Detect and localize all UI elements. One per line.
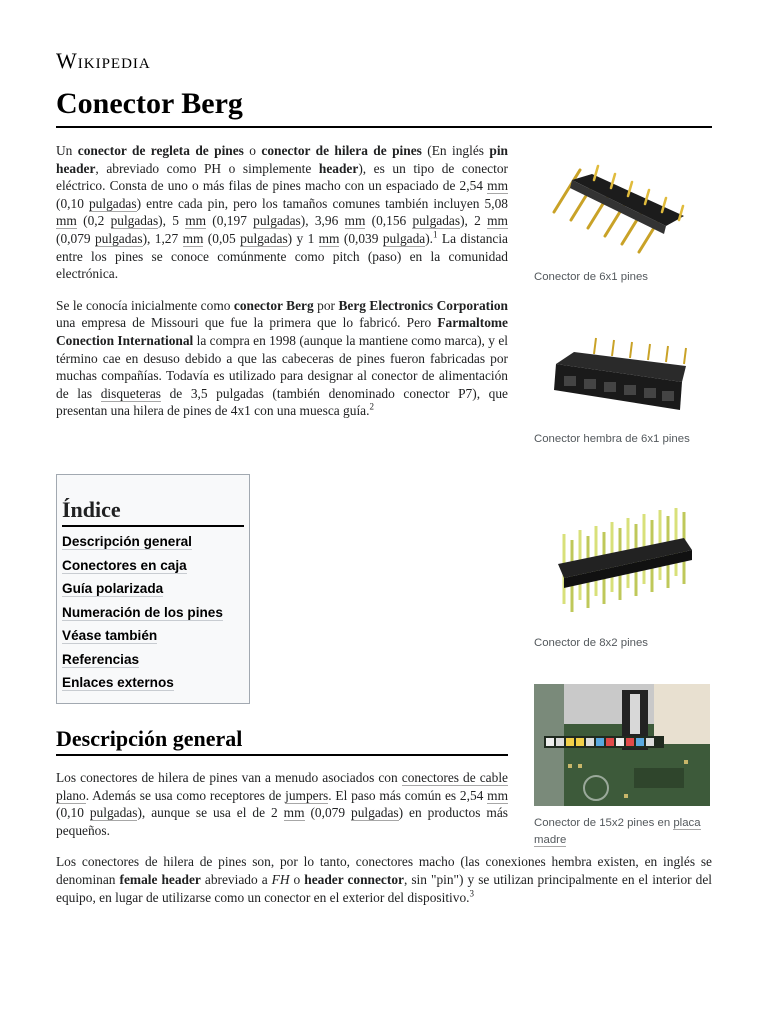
text-run: , abreviado como PH o simplemente: [95, 160, 319, 176]
wikipedia-wordmark[interactable]: Wikipedia: [56, 48, 151, 73]
inline-link[interactable]: pulgadas: [110, 213, 159, 229]
toc-link-vease-tambien[interactable]: Véase también: [62, 628, 158, 643]
motherboard-header-image[interactable]: [534, 684, 710, 806]
text-run: ) y 1: [287, 230, 319, 246]
toc-link-numeracion-pines[interactable]: Numeración de los pines: [62, 604, 223, 620]
text-run: de 3,5 pulgadas (también denominado conector P7), que presentan una hilera de pines de 4x1 con una muesca guía.: [56, 385, 508, 419]
inline-link[interactable]: pulgada: [382, 230, 426, 246]
text-run: (0,10: [56, 195, 89, 211]
text-run: ), aunque se usa el de 2: [137, 805, 284, 821]
text-run: Se le conocía inicialmente como: [56, 297, 234, 313]
text-run: (0,10: [56, 805, 90, 821]
bold-term: conector Berg: [233, 297, 314, 313]
inline-link[interactable]: jumpers: [285, 787, 329, 803]
text-run: Los conectores de hilera de pines van a menudo asociados con: [56, 770, 402, 785]
toc-link-descripcion-general[interactable]: Descripción general: [62, 534, 192, 549]
toc-item[interactable]: [62, 674, 244, 693]
figure-6x1-female-header: [534, 318, 710, 448]
section-paragraph-2: [56, 853, 712, 906]
inline-link[interactable]: mm: [182, 230, 204, 246]
bold-term: conector de regleta de pines: [77, 143, 244, 158]
text-run: ) entre cada pin, pero los tamaños comunes también incluyen 5,08: [136, 195, 508, 211]
bold-term: conector de hilera de pines: [261, 143, 422, 158]
inline-link[interactable]: pulgadas: [253, 213, 301, 229]
inline-link[interactable]: mm: [487, 213, 508, 229]
inline-link[interactable]: pulgadas: [88, 195, 137, 211]
toc-item[interactable]: [62, 627, 244, 646]
text-run: (0,2: [76, 213, 111, 229]
text-run: o: [243, 143, 262, 158]
caption-text: Conector de 15x2 pines en: [534, 817, 674, 829]
text-run: (0,156: [365, 213, 413, 229]
inline-link[interactable]: mm: [487, 787, 508, 803]
figure-caption: Conector de 8x2 pines: [534, 637, 648, 649]
inline-link[interactable]: mm: [185, 213, 207, 229]
toc-link-conectores-en-caja[interactable]: Conectores en caja: [62, 557, 187, 573]
inline-link[interactable]: pulgadas: [89, 805, 138, 821]
pin-header-6x1-image[interactable]: [534, 150, 710, 260]
inline-link[interactable]: pulgadas: [240, 230, 288, 246]
reference-marker[interactable]: 2: [369, 401, 374, 412]
inline-link[interactable]: mm: [487, 178, 508, 194]
text-run: la compra en 1998 (aunque la mantiene como marca), y el término cae en desuso debido a que las cabeceras de pines fueron fabricadas por muchas compañías. Todavía es utilizado para designar al conector de alimentación de las: [56, 332, 508, 401]
placa-madre-link[interactable]: placa madre: [534, 817, 701, 846]
reference-marker[interactable]: 3: [469, 888, 474, 899]
bold-term: female header: [119, 871, 201, 887]
toc-link-referencias[interactable]: Referencias: [62, 651, 140, 667]
toc-link-guia-polarizada[interactable]: Guía polarizada: [62, 581, 164, 596]
text-run: . El paso más común es 2,54: [328, 787, 488, 803]
bold-term: header connector: [304, 871, 404, 887]
text-run: ).: [425, 230, 434, 246]
bold-term: Farmaltome Conection International: [56, 315, 508, 348]
inline-link[interactable]: mm: [318, 230, 340, 246]
text-run: ), 2: [460, 213, 488, 229]
text-run: ), 5: [158, 213, 186, 229]
section-paragraph-1: [56, 769, 508, 839]
text-run: . Además se usa como receptores de: [85, 787, 286, 803]
text-run: (0,039: [339, 230, 383, 246]
inline-link[interactable]: mm: [283, 805, 305, 821]
page-title: Conector Berg: [56, 86, 712, 128]
text-run: abreviado a: [200, 871, 272, 887]
figure-15x2-motherboard: [534, 684, 710, 849]
inline-link[interactable]: mm: [56, 213, 77, 229]
intro-paragraph-2: [56, 297, 508, 420]
text-run: La distancia entre los pines se conoce comúnmente como pitch (paso) en la comunidad electrónica.: [56, 230, 508, 282]
text-run: (0,197: [206, 213, 254, 229]
toc-title: Índice: [62, 497, 244, 527]
text-run: por: [313, 297, 339, 313]
italic-term: FH: [271, 871, 290, 887]
toc-item[interactable]: [62, 533, 244, 552]
toc-item[interactable]: [62, 580, 244, 599]
inline-link[interactable]: mm: [344, 213, 366, 229]
text-run: ), 1,27: [142, 230, 183, 246]
text-run: Los conectores de hilera de pines son, por lo tanto, conectores macho (las conexiones hembra existen, en inglés se denominan: [56, 854, 712, 887]
figure-caption: [534, 815, 710, 849]
inline-link[interactable]: pulgadas: [412, 213, 461, 229]
inline-link[interactable]: pulgadas: [94, 230, 143, 246]
figure-caption: Conector de 6x1 pines: [534, 271, 648, 283]
section-heading-descripcion-general: Descripción general: [56, 726, 508, 756]
text-run: ), es un tipo de conector eléctrico. Consta de uno o más filas de pines macho con un espaciado de 2,54: [56, 160, 509, 194]
reference-marker[interactable]: 1: [433, 229, 438, 240]
text-run: , sin "pin") y se utilizan principalmente en el interior del equipo, en lugar de utilizarse como un conector en el exterior del dispositivo.: [56, 871, 712, 905]
figure-8x2-header: [534, 504, 710, 652]
text-run: Un: [56, 143, 78, 158]
intro-paragraph-1: [56, 142, 508, 283]
text-run: (0,079: [56, 230, 95, 246]
toc-list: [62, 533, 244, 693]
toc-item[interactable]: [62, 651, 244, 670]
article-intro: [56, 142, 508, 434]
toc-link-enlaces-externos[interactable]: Enlaces externos: [62, 675, 174, 690]
text-run: (En inglés: [421, 143, 490, 158]
toc-item[interactable]: [62, 604, 244, 623]
text-run: una empresa de Missouri que fue la primera que lo fabricó. Pero: [56, 315, 438, 331]
figure-caption: Conector hembra de 6x1 pines: [534, 433, 690, 445]
text-run: (0,079: [304, 805, 352, 821]
bold-term: header: [318, 160, 359, 176]
text-run: (0,05: [203, 230, 241, 246]
table-of-contents: [56, 474, 250, 704]
text-run: ) en productos más pequeños.: [56, 805, 508, 838]
pin-header-8x2-image[interactable]: [534, 504, 710, 626]
inline-link[interactable]: disqueteras: [100, 385, 161, 401]
text-run: o: [289, 871, 305, 887]
figure-6x1-header: [534, 150, 710, 286]
inline-link[interactable]: conectores de cable plano: [56, 770, 508, 803]
toc-item[interactable]: [62, 557, 244, 576]
bold-term: Berg Electronics Corporation: [338, 297, 508, 313]
inline-link[interactable]: pulgadas: [351, 805, 399, 821]
bold-term: pin header: [56, 143, 508, 176]
text-run: ), 3,96: [300, 213, 345, 229]
female-header-6x1-image[interactable]: [534, 318, 710, 422]
